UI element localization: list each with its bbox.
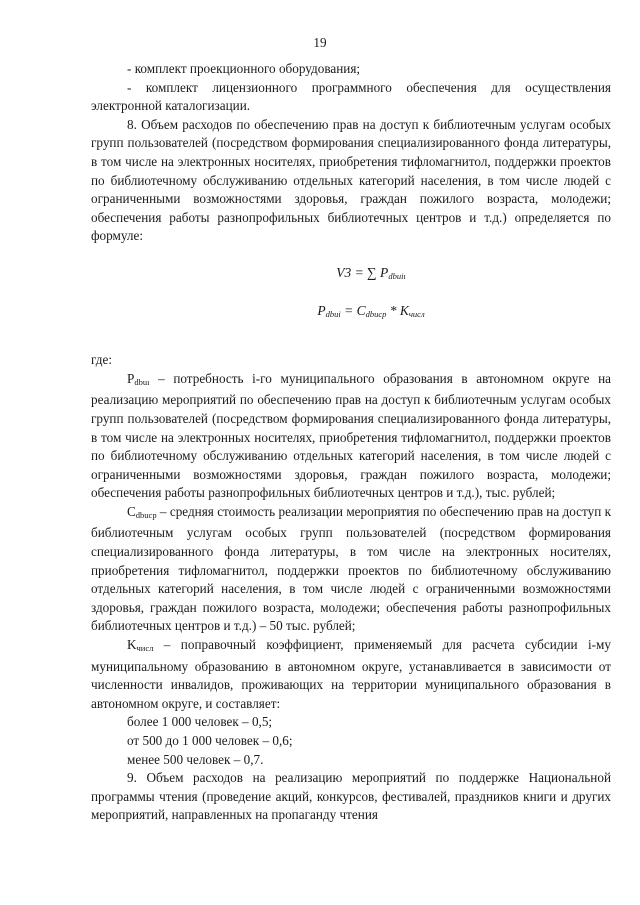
def-k-sub: числ bbox=[136, 643, 154, 654]
bullet-projection-equipment: - комплект проекционного оборудования; bbox=[127, 61, 361, 76]
def-p-symbol: P bbox=[127, 370, 135, 386]
formula-per-unit bbox=[131, 302, 611, 324]
coefficient-under-500: менее 500 человек – 0,7. bbox=[127, 751, 264, 767]
definition-k bbox=[91, 636, 611, 713]
def-k-symbol: K bbox=[127, 637, 137, 653]
def-k-text: – поправочный коэффициент, применяемый для расчета субсидии i-му муниципальному образованию в автономном округе, устанавливается в зависимости от численности инвалидов, проживающих на территории муниципального образования в автономном округе, и составляет: bbox=[91, 637, 611, 711]
def-p-text: – потребность i-го муниципального образования в автономном округе на реализацию мероприятий по обеспечению прав на доступ к библиотечным услугам особых групп пользователей (посредством формирования специализированного фонда литературы, в том числе на электронных носителях, приобретения тифломагнитол, поддержки проектов по библиотечному обслуживанию отдельных категорий населения, в том числе людей с ограниченными возможностями здоровья, граждан пожилого возраста, молодежи; обеспечения работы разнопрофильных библиотечных центров и т.д.), тыс. рублей; bbox=[91, 370, 611, 501]
definition-p bbox=[91, 370, 611, 503]
def-c-text: – средняя стоимость реализации мероприятия по обеспечению прав на доступ к библиотечным услугам особых групп пользователей (посредством формирования специализированного фонда литературы, в том числе на электронных носителях, приобретения тифломагнитол, поддержки проектов по библиотечному обслуживанию отдельных категорий населения, в том числе людей с ограниченными возможностями здоровья, граждан пожилого возраста, молодежи; обеспечения работы разнопрофильных библиотечных центров и т.д.) – 50 тыс. рублей; bbox=[91, 503, 611, 634]
definition-c bbox=[91, 503, 611, 636]
formula-total-sub: dbuiı bbox=[388, 270, 406, 281]
coefficient-500-1000: от 500 до 1 000 человек – 0,6; bbox=[127, 733, 293, 748]
bullet-licensed-software: - комплект лицензионного программного обеспечения для осуществления электронной каталогизации. bbox=[91, 79, 611, 114]
formula-mult-k: * K bbox=[386, 302, 409, 318]
page-number: 19 bbox=[313, 35, 327, 50]
item-9-paragraph: 9. Объем расходов на реализацию мероприятий по поддержке Национальной программы чтения (проведение акций, конкурсов, фестивалей, праздников книги и других мероприятий, направленных на пропаганду чтения bbox=[91, 770, 611, 823]
document-body bbox=[91, 60, 611, 825]
formula-eq-c: = C bbox=[340, 302, 366, 318]
formula-total-lhs: V3 = ∑ P bbox=[336, 264, 389, 280]
def-c-sub: dbucp bbox=[135, 509, 157, 520]
item-8-paragraph: 8. Объем расходов по обеспечению прав на доступ к библиотечным услугам особых групп пользователей (посредством формирования специализированного фонда литературы, в том числе на электронных носителях, приобретения тифломагнитол, поддержки проектов по библиотечному обслуживанию отдельных категорий населения, в том числе людей с ограниченными возможностями здоровья, граждан пожилого возраста, молодежи; обеспечения работы разнопрофильных библиотечных центров и т.д.) определяется по формуле: bbox=[91, 116, 611, 244]
formula-p: P bbox=[317, 302, 326, 318]
def-p-sub: dbuı bbox=[134, 376, 150, 387]
coefficient-over-1000: более 1 000 человек – 0,5; bbox=[127, 714, 273, 730]
formula-k-sub: числ bbox=[408, 308, 425, 319]
formula-c-sub: dbucp bbox=[365, 308, 387, 319]
def-c-symbol: C bbox=[127, 503, 136, 519]
formula-total bbox=[131, 264, 611, 286]
formula-p-sub: dbui bbox=[325, 308, 341, 319]
where-label: где: bbox=[91, 352, 112, 368]
